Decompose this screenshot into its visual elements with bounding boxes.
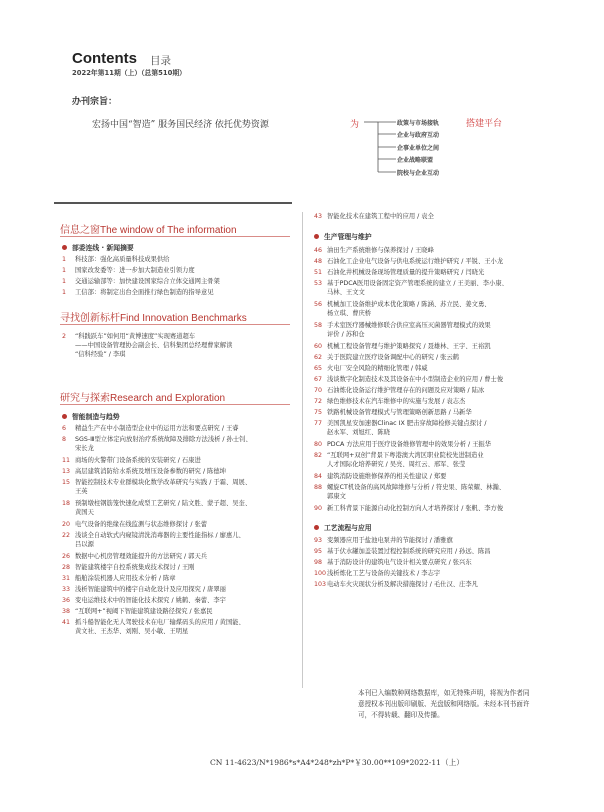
toc-entry[interactable]: 31 船舶涂装机器人应用技术分析 / 陈章 [62,575,176,582]
motto-brace-diagram [364,116,400,176]
toc-entry[interactable]: 53 基于PDCA医用设备固定资产管理系统的建立 / 王美丽、李小康、 马林、王文文 [314,280,508,296]
toc-entry[interactable]: 80 PDCA 方法应用于医疗设备维修管理中的效果分析 / 王振华 [314,441,492,448]
bullet-dot-icon [62,245,67,250]
toc-entry[interactable]: 1 交通运输部等：加快建设国家综合立体交通网主骨架 [62,278,220,285]
header-divider [54,202,292,204]
motto-main: 宏扬中国“智造” 服务国民经济 依托优势资源 [92,120,269,130]
toc-entry[interactable]: 88 螺旋CT机设备的高风故障维修与分析 / 符史果、陈荣耀、林瀚、 郭康文 [314,484,506,500]
motto-branch: 院校与企业互动 [397,170,440,177]
toc-entry[interactable]: 67 浅谈数字化制造技术及其设备在中小型制造企业的应用 / 曹士俊 [314,376,504,383]
motto-wei: 为 [350,120,360,130]
subsection-process: 工艺流程与应用 [314,522,372,532]
motto-label: 办刊宗旨： [72,97,118,107]
toc-entry[interactable]: 48 石油化工企业电气设备与供电系统运行维护研究 / 平锐、王小龙 [314,258,504,265]
bullet-dot-icon [314,234,319,239]
section-rule [60,236,290,237]
toc-entry[interactable]: 15 智能控制技术专业群模块化数学改革研究与实践 / 于霜、周展、 王英 [62,479,252,495]
motto-branch: 企业战略联盟 [397,157,434,164]
publication-code: CN 11-4623/N*1986*s*A4*248*zh*P*￥30.00**109*2022-11（上） [210,758,464,767]
toc-entry[interactable]: 26 数据中心机房管理效能提升的方法研究 / 郭天兵 [62,553,208,560]
copyright-notice: 本刊已入编数种网络数据库，如无特殊声明，将视为作者同意授权本刊出版印刷版、光盘版和网络版。未经本刊书面许可，不得转载、翻印及传播。 [358,689,530,719]
section-rule [60,404,290,405]
toc-entry[interactable]: 28 智能建筑楼宇自控系统集成技术探讨 / 王刚 [62,564,195,571]
subsection-news: 部委连线 · 新闻摘要 [62,242,134,252]
subsection-smart: 智能制造与趋势 [62,411,120,421]
toc-entry[interactable]: 95 基于伏水罐加盖装置过程控制系统的研究应用 / 孙远、陈昌 [314,548,491,555]
toc-entry[interactable]: 51 石油化井机械设备现场管理质量的提升策略研究 / 闫晓光 [314,269,485,276]
toc-entry[interactable]: 36 变电运维技术中的智能化技术探究 / 姚鹤、秦蕾、李宇 [62,597,226,604]
toc-entry[interactable]: 62 关于医院建立医疗设备调配中心的研究 / 张云鹤 [314,354,460,361]
toc-entry[interactable]: 1 科技部：强化高质量科技成果供给 [62,256,170,263]
toc-entry[interactable]: 1 工信部：将制定出台全面推行绿色制造的指导意见 [62,289,214,296]
toc-entry[interactable]: 6 精益生产在中小制造型企业中的运用方法和要点研究 / 王睿 [62,425,239,432]
toc-entry[interactable]: 72 绿色维修技术在汽车维修中的实施与发展 / 袁志杰 [314,398,466,405]
section-bench-title: 寻找创新标杆Find Innovation Benchmarks [60,313,247,324]
toc-entry[interactable]: 38 “互联网+”视阈下智能建筑建设路径探究 / 张嘉民 [62,608,213,615]
section-info-title: 信息之窗The window of The information [60,225,237,236]
contents-title: Contents [72,50,137,67]
toc-entry[interactable]: 13 高层建筑消防给水系统及增压设备参数的研究 / 陈德坤 [62,468,226,475]
toc-entry[interactable]: 18 预制墩柱钢筋笼快速化成型工艺研究 / 陆文胜、蒙子超、吴奎、 黄国天 [62,500,252,516]
toc-entry[interactable]: 22 浅谈全自动软式内窥镜清洗消毒器的主要性能指标 / 廖惠儿、 吕以源 [62,532,245,548]
motto-branch: 企事业单位之间 [397,145,440,152]
toc-entry[interactable]: 90 新工科背景下能源自动化控制方向人才培养探讨 / 张帆、李方俊 [314,505,504,512]
toc-entry[interactable]: 65 火电厂安全风险的精细化管理 / 韩威 [314,365,428,372]
toc-entry[interactable]: 58 手术室医疗器械维修联合供应室高压灭菌器管理模式的效果 评价 / 苏和仓 [314,322,491,338]
toc-entry[interactable]: 2 “科践跃车”如何用“黄博速度”实现赛道超车 ——中国设备管理协会副会长、信科集团总经理曹家解读 “信科经验” / 李琪 [62,333,233,358]
toc-entry[interactable]: 56 机械加工设备维护成本优化策略 / 陈涵、苏立民、姜文勇、 杨立琪、曹庆桥 [314,301,491,317]
contents-title-cn: 目录 [150,55,171,67]
bullet-dot-icon [62,414,67,419]
toc-entry[interactable]: 77 美国凯星安加速器Clinac IX 肥击穿故障检修关键点探讨 / 赵永军、刘旭红、陈晓 [314,420,487,436]
toc-entry[interactable]: 103 电动车火灾现状分析及解决措施探讨 / 毛仕汉、庄李凡 [314,581,478,588]
toc-entry[interactable]: 75 铁路机械设备管理模式与管理策略创新思路 / 马新华 [314,409,472,416]
column-divider [302,212,303,688]
toc-entry[interactable]: 46 油田生产系统维修与保养探讨 / 王晓峰 [314,247,434,254]
motto-end: 搭建平台 [466,119,503,129]
toc-entry[interactable]: 82 “互联网+双创”背景下粤港澳大湾区职业院校先进制造业 人才国际化培养研究 / 吴亮、周红云、邢军、张莹 [314,452,484,468]
toc-entry[interactable]: 43 智能化技术在建筑工程中的应用 / 袁全 [314,213,434,220]
toc-entry[interactable]: 1 国家改发委等：进一步加大制造业引领力度 [62,267,195,274]
toc-entry[interactable]: 93 变频器应用于盐池电泵井的节能探讨 / 潘雅旗 [314,537,453,544]
section-rule [60,324,290,325]
toc-entry[interactable]: 20 电气设备的绝缘在线监测与状态维修探讨 / 张蕾 [62,521,208,528]
subsection-production: 生产管理与维护 [314,231,372,241]
section-research-title: 研究与探索Research and Exploration [60,393,226,404]
toc-entry[interactable]: 11 商场的火警带门设备系统的安装研究 / 石康进 [62,457,201,464]
motto-branch: 政策与市场接轨 [397,120,440,127]
toc-entry[interactable]: 98 基于消防设计的建筑电气设计相关要点研究 / 张兴东 [314,559,472,566]
toc-entry[interactable]: 100 浅析炼化工艺与设备的关键技术 / 李志宇 [314,570,441,577]
toc-entry[interactable]: 8 SGS-Ⅲ型立体定向放射治疗系统故障及排除方法浅析 / 孙士钊、 宋长龙 [62,436,252,452]
toc-entry[interactable]: 84 建筑消防设施维修保养的相关性建议 / 郑要 [314,473,447,480]
toc-entry[interactable]: 70 石油炼化设备运行维护管理存在的问题及应对策略 / 陆冰 [314,387,485,394]
toc-entry[interactable]: 41 抓斗船智能化无人驾驶技术在电厂输煤码头的应用 / 黄国能、 黄文社、王杰华、刘刚、吴小敏、王明星 [62,619,245,635]
toc-entry[interactable]: 33 浅析智能建筑中的楼宇自动化设计及应用探究 / 唐翠丽 [62,586,226,593]
bullet-dot-icon [314,525,319,530]
motto-branch: 企业与政府互动 [397,132,440,139]
toc-entry[interactable]: 60 机械工程设备管理与维护策略探究 / 聂雄林、王宇、王裕凯 [314,343,491,350]
issue-info: 2022年第11期（上）（总第510期） [72,69,186,77]
